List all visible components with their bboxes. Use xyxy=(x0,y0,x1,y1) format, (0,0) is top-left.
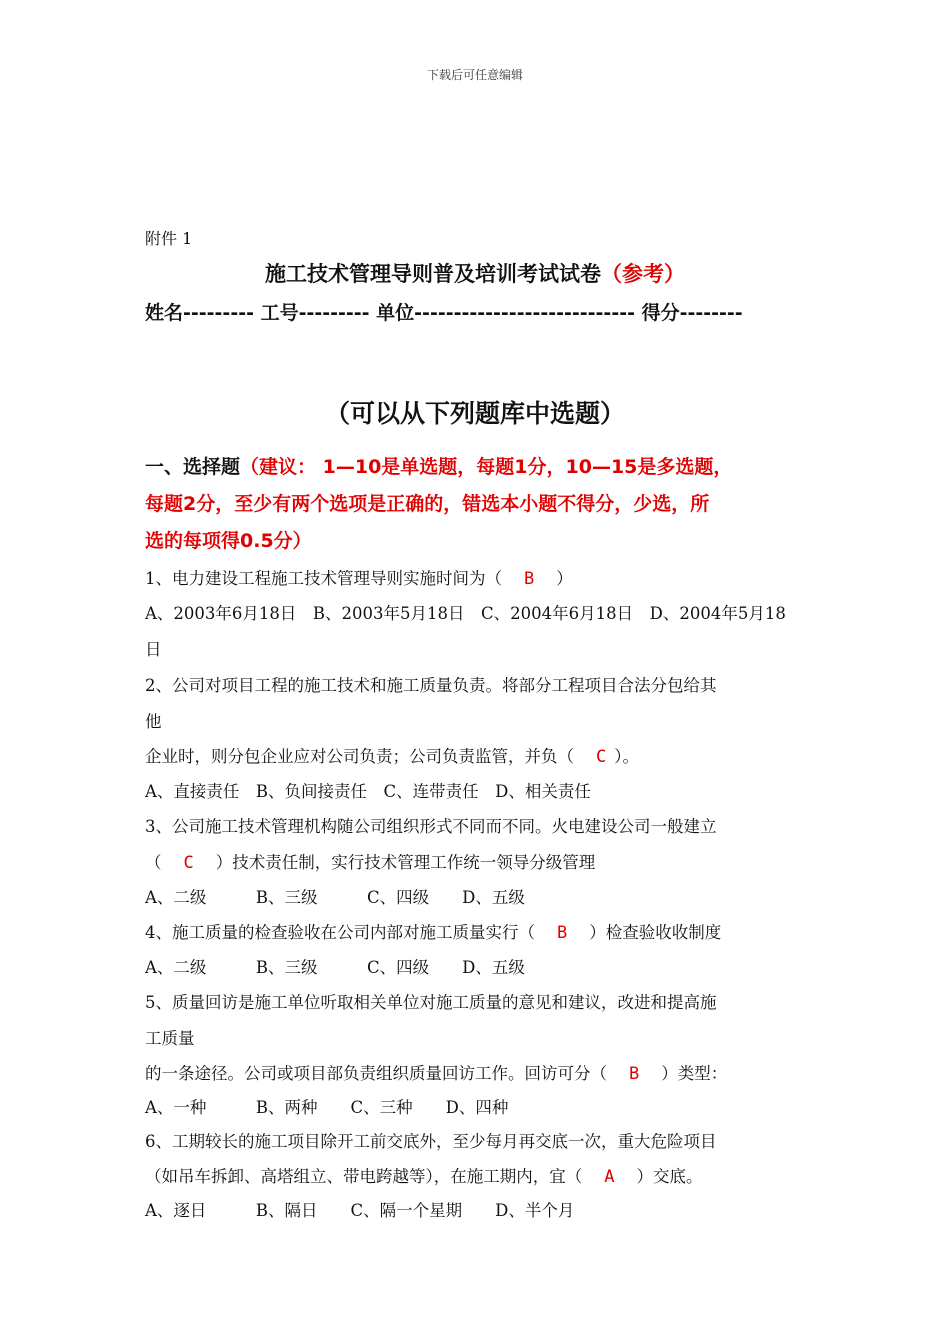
question-6-line1: 6、工期较长的施工项目除开工前交底外，至少每月再交底一次，重大危险项目 xyxy=(145,1132,717,1151)
question-4-options: A、二级 B、三级 C、四级 D、五级 xyxy=(145,958,525,977)
question-1-stem: 1、电力建设工程施工技术管理导则实施时间为（ xyxy=(145,569,502,588)
question-6-answer: A xyxy=(604,1167,615,1187)
question-4-stem: 4、施工质量的检查验收在公司内部对施工质量实行（ xyxy=(145,923,535,942)
question-5-answer: B xyxy=(629,1064,640,1084)
question-5-line1: 5、质量回访是施工单位听取相关单位对施工质量的意见和建议，改进和提高施 xyxy=(145,993,717,1012)
candidate-info-fields: 姓名--------- 工号--------- 单位---------------------------- 得分-------- xyxy=(145,302,743,324)
question-1-stem-end: ） xyxy=(556,569,573,588)
attachment-label: 附件 1 xyxy=(145,229,193,248)
question-2 xyxy=(145,743,639,767)
section-note-line1: （建议： 1—10是单选题，每题1分，10—15是多选题， xyxy=(240,456,733,478)
question-1 xyxy=(145,565,573,589)
question-5-options: A、一种 B、两种 C、三种 D、四种 xyxy=(145,1098,509,1117)
title-main: 施工技术管理导则普及培训考试试卷 xyxy=(265,261,601,286)
question-2-line2: 他 xyxy=(145,712,162,731)
question-5 xyxy=(145,1060,727,1084)
document-title xyxy=(0,258,950,288)
title-suffix: （参考） xyxy=(601,261,685,286)
question-1-options-wrap: 日 xyxy=(145,640,162,659)
section-note-line2: 每题2分，至少有两个选项是正确的，错选本小题不得分，少选，所 xyxy=(145,493,710,515)
question-2-answer: C xyxy=(596,747,607,767)
question-4-stem-end: ）检查验收收制度 xyxy=(589,923,722,942)
question-3-line1: 3、公司施工技术管理机构随公司组织形式不同而不同。火电建设公司一般建立 xyxy=(145,817,717,836)
question-1-options: A、2003年6月18日 B、2003年5月18日 C、2004年6月18日 D、2004年5月18 xyxy=(145,604,786,623)
question-3 xyxy=(145,849,595,873)
question-4-answer: B xyxy=(557,923,568,943)
document-subtitle: （可以从下列题库中选题） xyxy=(324,399,625,428)
question-3-options: A、二级 B、三级 C、四级 D、五级 xyxy=(145,888,525,907)
question-2-stem: 企业时，则分包企业应对公司负责；公司负责监管，并负（ xyxy=(145,747,574,766)
section-heading xyxy=(145,452,732,479)
question-6 xyxy=(145,1163,703,1187)
question-4 xyxy=(145,919,721,943)
section-title: 一、选择题 xyxy=(145,456,241,478)
question-3-stem-end: ）技术责任制，实行技术管理工作统一领导分级管理 xyxy=(215,853,596,872)
question-2-line1: 2、公司对项目工程的施工技术和施工质量负责。将部分工程项目合法分包给其 xyxy=(145,676,717,695)
section-note-line3: 选的每项得0.5分） xyxy=(145,530,312,552)
question-5-line2: 工质量 xyxy=(145,1029,195,1048)
question-1-answer: B xyxy=(524,569,535,589)
question-2-stem-end: ）。 xyxy=(614,747,639,766)
question-5-stem: 的一条途径。公司或项目部负责组织质量回访工作。回访可分（ xyxy=(145,1064,607,1083)
question-6-stem: （如吊车拆卸、高塔组立、带电跨越等），在施工期内，宜（ xyxy=(145,1167,583,1186)
question-2-options: A、直接责任 B、负间接责任 C、连带责任 D、相关责任 xyxy=(145,782,591,801)
question-5-stem-end: ）类型： xyxy=(661,1064,728,1083)
question-6-options: A、逐日 B、隔日 C、隔一个星期 D、半个月 xyxy=(145,1201,575,1220)
page-header-note: 下载后可任意编辑 xyxy=(426,68,523,82)
question-3-stem: （ xyxy=(145,853,162,872)
question-6-stem-end: ）交底。 xyxy=(636,1167,703,1186)
question-3-answer: C xyxy=(183,853,194,873)
